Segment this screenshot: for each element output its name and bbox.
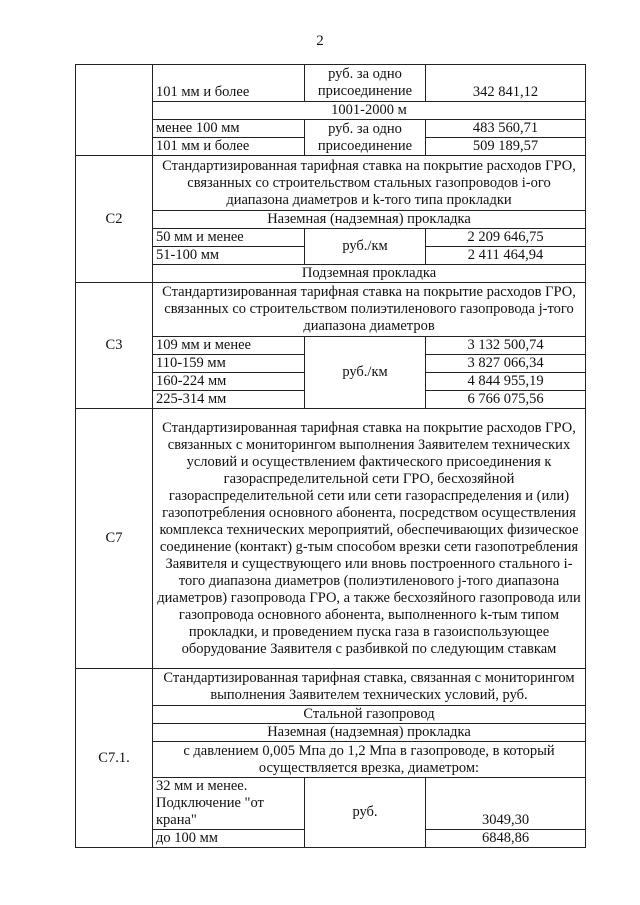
value-cell: 509 189,57 bbox=[426, 138, 586, 156]
subheader-pipe-material: Стальной газопровод bbox=[153, 706, 586, 724]
table-row bbox=[76, 156, 586, 211]
value-cell: 483 560,71 bbox=[426, 120, 586, 138]
diameter-cell: до 100 мм bbox=[153, 830, 305, 848]
table-row bbox=[76, 669, 586, 706]
diameter-cell: 51-100 мм bbox=[153, 247, 305, 265]
rate-code-c2: С2 bbox=[76, 156, 153, 283]
subheader-laying-type: Наземная (надземная) прокладка bbox=[153, 211, 586, 229]
tariff-table bbox=[75, 64, 586, 848]
diameter-cell: 110-159 мм bbox=[153, 355, 305, 373]
diameter-cell: 101 мм и более bbox=[153, 138, 305, 156]
rate-description: Стандартизированная тарифная ставка, связанная с мониторингом выполнения Заявителем технических условий, руб. bbox=[153, 669, 586, 706]
rate-description: Стандартизированная тарифная ставка на покрытие расходов ГРО, связанных со строительством полиэтиленового газопровода j-того диапазона диаметров bbox=[153, 283, 586, 337]
unit-cell: руб. за одно присоединение bbox=[305, 120, 426, 156]
diameter-cell: 109 мм и менее bbox=[153, 337, 305, 355]
diameter-cell: 101 мм и более bbox=[153, 65, 305, 102]
value-cell: 342 841,12 bbox=[426, 65, 586, 102]
table-row bbox=[76, 409, 586, 669]
table-row bbox=[76, 337, 586, 355]
rate-code-c7-1: С7.1. bbox=[76, 669, 153, 848]
subheader-pressure: с давлением 0,005 Мпа до 1,2 Мпа в газопроводе, в который осуществляется врезка, диаметром: bbox=[153, 742, 586, 778]
diameter-cell: 50 мм и менее bbox=[153, 229, 305, 247]
unit-cell: руб. bbox=[305, 778, 426, 848]
value-cell: 3 827 066,34 bbox=[426, 355, 586, 373]
unit-cell: руб./км bbox=[305, 337, 426, 409]
table-row bbox=[76, 265, 586, 283]
value-cell: 2 411 464,94 bbox=[426, 247, 586, 265]
diameter-cell: 160-224 мм bbox=[153, 373, 305, 391]
diameter-cell: 32 мм и менее. Подключение "от крана" bbox=[153, 778, 305, 830]
value-cell: 3049,30 bbox=[426, 778, 586, 830]
table-row bbox=[76, 706, 586, 724]
unit-cell: руб./км bbox=[305, 229, 426, 265]
table-row bbox=[76, 778, 586, 830]
table-row bbox=[76, 102, 586, 120]
value-cell: 4 844 955,19 bbox=[426, 373, 586, 391]
page-number: 2 bbox=[316, 33, 324, 49]
table-row bbox=[76, 229, 586, 247]
table-row bbox=[76, 65, 586, 102]
distance-band-header: 1001-2000 м bbox=[153, 102, 586, 120]
diameter-cell: 225-314 мм bbox=[153, 391, 305, 409]
value-cell: 3 132 500,74 bbox=[426, 337, 586, 355]
rate-code-c3: С3 bbox=[76, 283, 153, 409]
table-row bbox=[76, 283, 586, 337]
unit-cell: руб. за одно присоединение bbox=[305, 65, 426, 102]
rate-description: Стандартизированная тарифная ставка на покрытие расходов ГРО, связанных со строительством стальных газопроводов i-ого диапазона диаметров и k-того типа прокладки bbox=[153, 156, 586, 211]
value-cell: 2 209 646,75 bbox=[426, 229, 586, 247]
rate-code-c7: С7 bbox=[76, 409, 153, 669]
diameter-cell: менее 100 мм bbox=[153, 120, 305, 138]
subheader-laying-type: Наземная (надземная) прокладка bbox=[153, 724, 586, 742]
table-row bbox=[76, 120, 586, 138]
value-cell: 6848,86 bbox=[426, 830, 586, 848]
value-cell: 6 766 075,56 bbox=[426, 391, 586, 409]
table-row bbox=[76, 211, 586, 229]
subheader-laying-type: Подземная прокладка bbox=[153, 265, 586, 283]
table-row bbox=[76, 742, 586, 778]
table-row bbox=[76, 724, 586, 742]
rate-description: Стандартизированная тарифная ставка на покрытие расходов ГРО, связанных с мониторингом выполнения Заявителем технических условий и осуществлением фактического присоединения к газораспределительной сети ГРО, бесхозяйной газораспределительной сети или сети газораспределения и (или) газопотребления основного абонента, посредством осуществления комплекса технических мероприятий, обеспечивающих физическое соединение (контакт) g-тым способом врезки сети газопотребления Заявителя и существующего или вновь построенного стального i-того диапазона диаметров (полиэтиленового j-того диапазона диаметров) газопровода ГРО, а также бесхозяйного газопровода или газопровода основного абонента, выполненного k-тым типом прокладки, и проведением пуска газа в газоиспользующее оборудование Заявителя с разбивкой по следующим ставкам bbox=[153, 409, 586, 669]
code-cell-empty bbox=[76, 65, 153, 156]
